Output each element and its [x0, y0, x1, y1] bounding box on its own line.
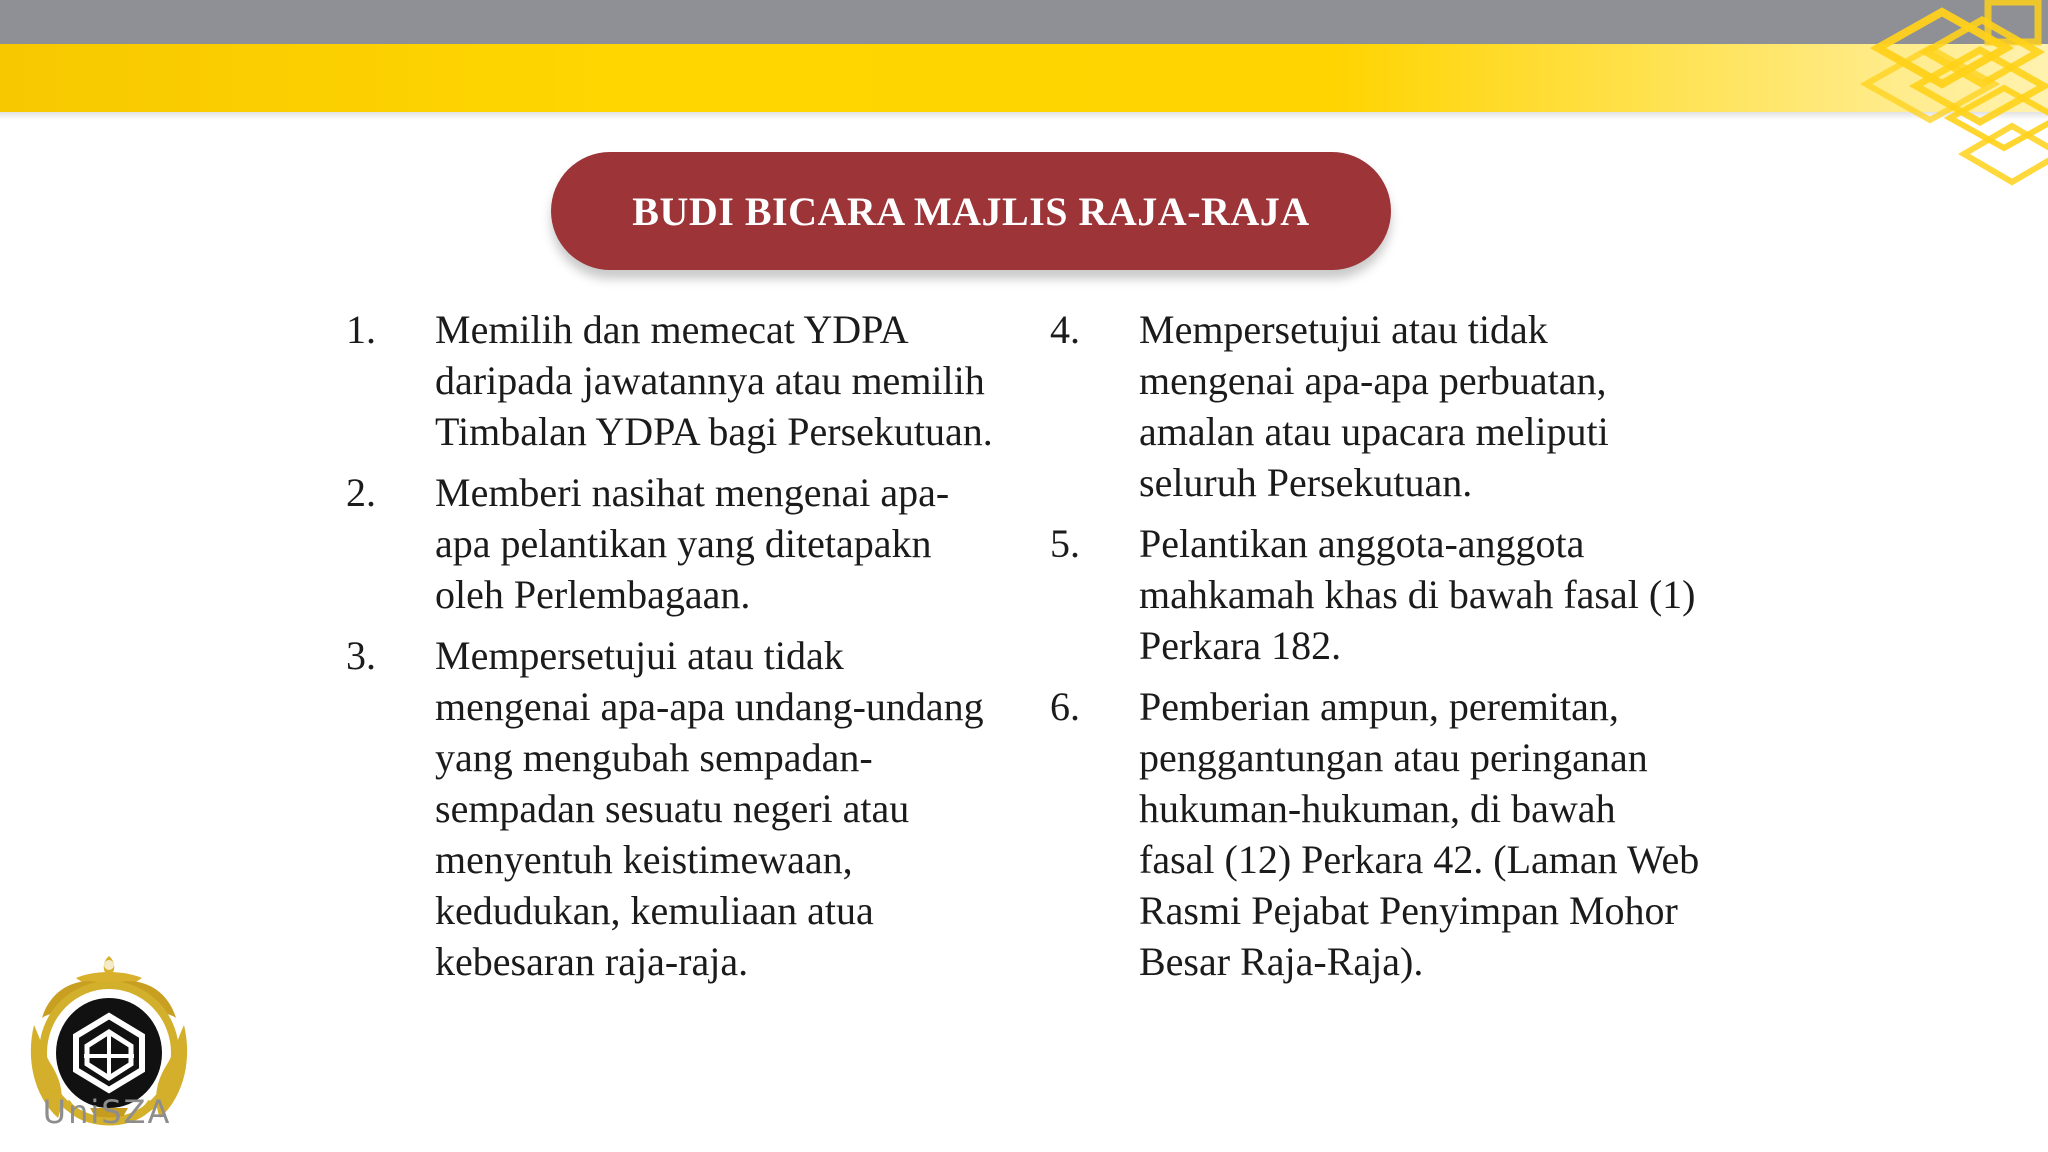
list-item: [346, 304, 996, 457]
unisza-logo-text: UniSZA: [42, 1093, 172, 1131]
list-item-number: 1.: [346, 307, 376, 352]
list-item-text: Memilih dan memecat YDPA daripada jawatannya atau memilih Timbalan YDPA bagi Persekutuan.: [435, 307, 993, 454]
left-numbered-list: [346, 304, 996, 997]
list-item-number: 5.: [1050, 521, 1080, 566]
slide-title: BUDI BICARA MAJLIS RAJA-RAJA: [632, 188, 1310, 234]
list-item-text: Mempersetujui atau tidak mengenai apa-apa perbuatan, amalan atau upacara meliputi seluruh Persekutuan.: [1139, 307, 1609, 505]
list-item-number: 4.: [1050, 307, 1080, 352]
list-item: [346, 630, 996, 987]
list-item: [1050, 304, 1700, 508]
list-item-text: Mempersetujui atau tidak mengenai apa-apa undang-undang yang mengubah sempadan-sempadan sesuatu negeri atau menyentuh keistimewaan, kedudukan, kemuliaan atua kebesaran raja-raja.: [435, 633, 984, 984]
list-item: [346, 467, 996, 620]
list-item-number: 2.: [346, 470, 376, 515]
list-item-text: Pemberian ampun, peremitan, penggantungan atau peringanan hukuman-hukuman, di bawah fasal (12) Perkara 42. (Laman Web Rasmi Pejabat Penyimpan Mohor Besar Raja-Raja).: [1139, 684, 1700, 984]
list-item: [1050, 681, 1700, 987]
list-item-text: Pelantikan anggota-anggota mahkamah khas di bawah fasal (1) Perkara 182.: [1139, 521, 1696, 668]
list-item-number: 3.: [346, 633, 376, 678]
list-item-text: Memberi nasihat mengenai apa-apa pelantikan yang ditetapakn oleh Perlembagaan.: [435, 470, 950, 617]
title-banner: [551, 152, 1391, 270]
right-numbered-list: [1050, 304, 1700, 997]
list-item: [1050, 518, 1700, 671]
list-item-number: 6.: [1050, 684, 1080, 729]
corner-geometric-decoration: [1728, 0, 2048, 230]
